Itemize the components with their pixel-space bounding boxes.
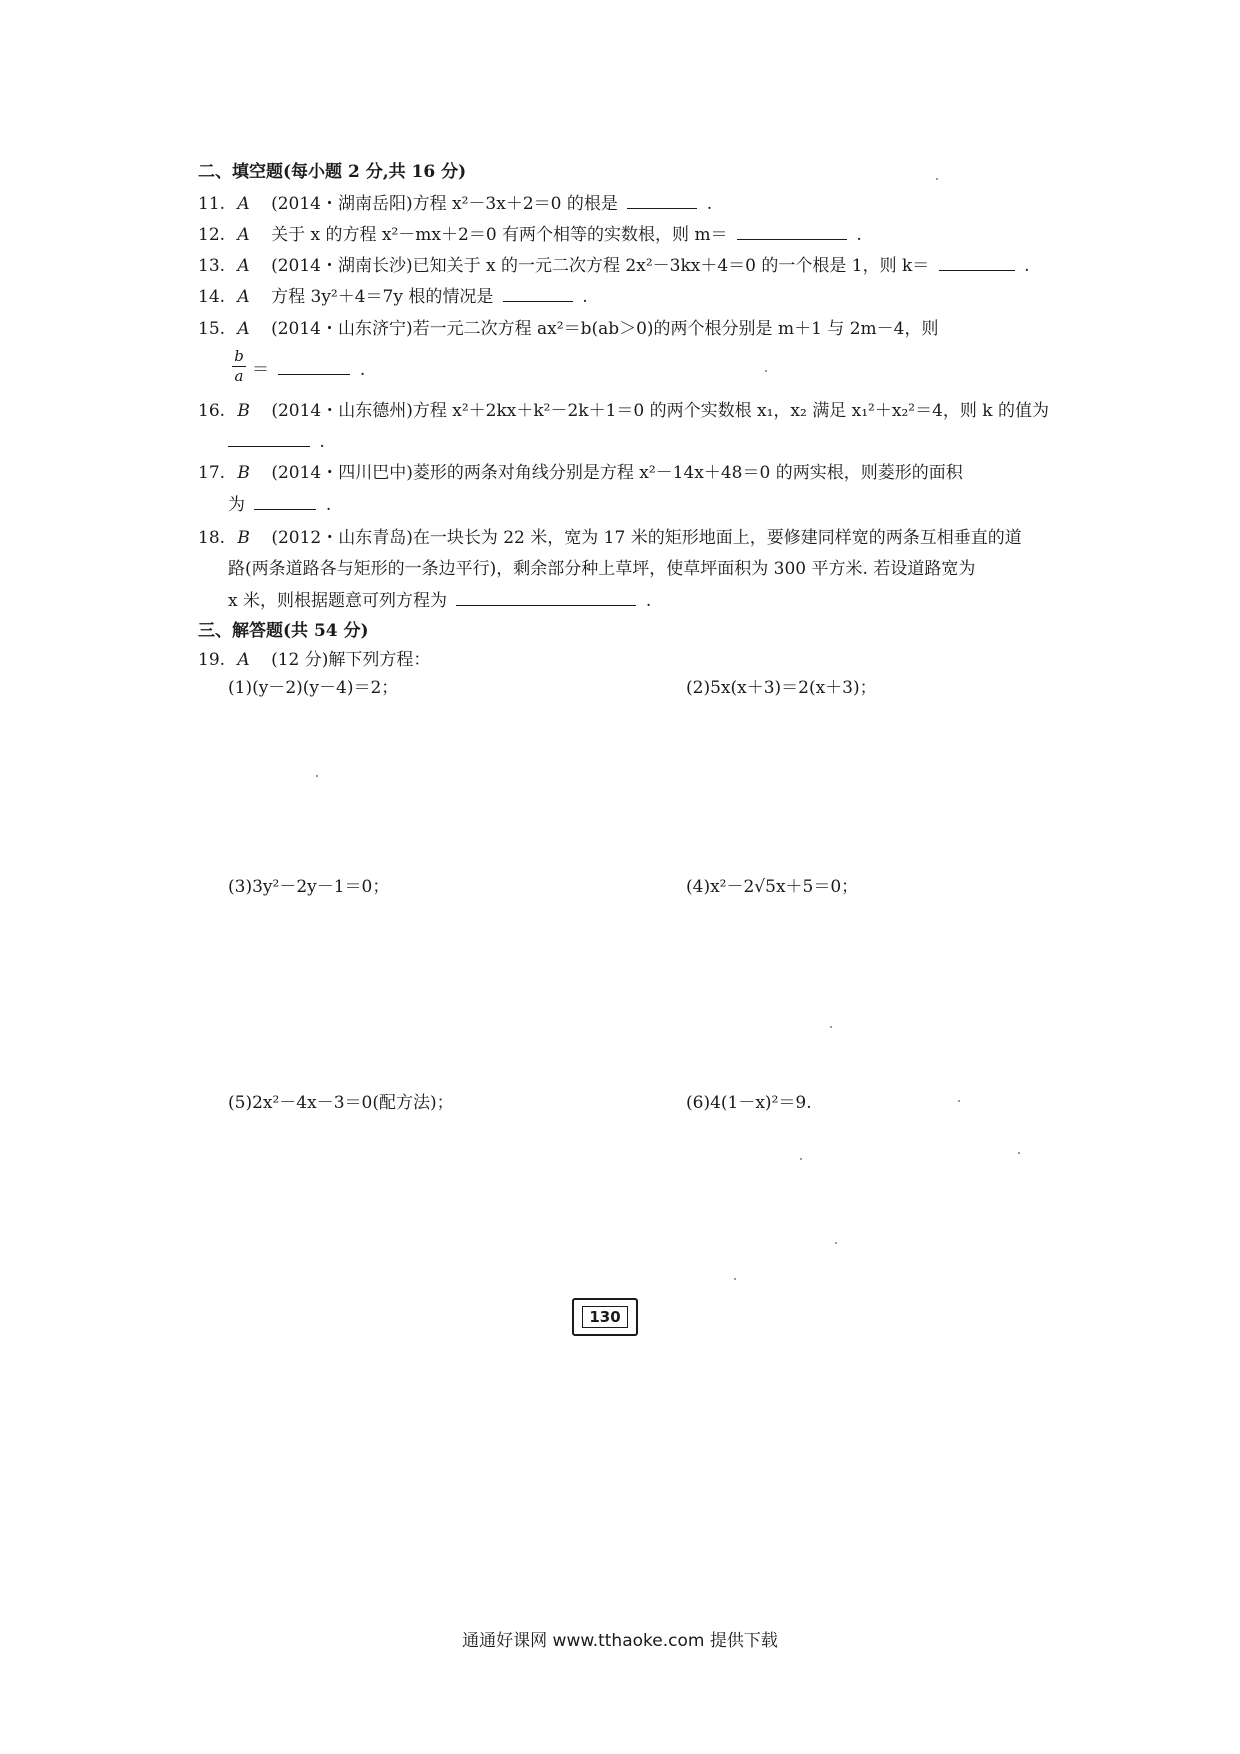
fraction-numerator: b bbox=[234, 347, 244, 365]
question-continuation: 为 bbox=[228, 495, 245, 515]
question-tail: . bbox=[359, 360, 366, 380]
difficulty-level: B bbox=[237, 401, 250, 421]
question-17-continuation bbox=[228, 493, 331, 516]
question-18-continuation-1: 路(两条道路各与矩形的一条边平行)，剩余部分种上草坪，使草坪面积为 300 平方米. 若设道路宽为 bbox=[228, 559, 976, 579]
scan-speck bbox=[835, 1242, 837, 1244]
question-text: (2014・山东济宁)若一元二次方程 ax²＝b(ab＞0)的两个根分别是 m＋1 与 2m－4，则 bbox=[271, 319, 939, 339]
question-14 bbox=[198, 285, 588, 308]
answer-blank[interactable] bbox=[456, 589, 636, 606]
question-12 bbox=[198, 223, 862, 246]
sub-question-6: (6)4(1－x)²＝9. bbox=[686, 1093, 812, 1113]
question-continuation: x 米，则根据题意可列方程为 bbox=[228, 591, 447, 611]
difficulty-level: A bbox=[237, 650, 250, 670]
fraction-b-over-a bbox=[232, 348, 246, 385]
scan-speck bbox=[958, 1100, 960, 1102]
scan-speck bbox=[734, 1278, 736, 1280]
question-tail: . bbox=[319, 432, 325, 452]
question-text: (2014・四川巴中)菱形的两条对角线分别是方程 x²－14x＋48＝0 的两实根，则菱形的面积 bbox=[271, 463, 963, 483]
question-number: 18. bbox=[198, 528, 226, 548]
question-continuation: ＝ bbox=[252, 360, 269, 380]
answer-blank[interactable] bbox=[737, 223, 847, 240]
answer-blank[interactable] bbox=[627, 192, 697, 209]
scan-speck bbox=[936, 178, 938, 180]
question-18-continuation-2 bbox=[228, 589, 651, 612]
question-number: 17. bbox=[198, 463, 226, 483]
question-17 bbox=[198, 462, 963, 484]
question-number: 13. bbox=[198, 256, 226, 276]
scan-speck bbox=[800, 1158, 802, 1160]
question-text: (2014・湖南长沙)已知关于 x 的一元二次方程 2x²－3kx＋4＝0 的一个根是 1，则 k＝ bbox=[271, 256, 930, 276]
question-number: 11. bbox=[198, 194, 226, 214]
question-tail: . bbox=[325, 495, 332, 515]
difficulty-level: A bbox=[237, 225, 250, 245]
difficulty-level: A bbox=[237, 319, 250, 339]
page-number-badge bbox=[572, 1298, 638, 1336]
footer-watermark: 通通好课网 www.tthaoke.com 提供下载 bbox=[462, 1631, 778, 1651]
answer-blank[interactable] bbox=[228, 430, 310, 447]
question-15-continuation bbox=[252, 358, 365, 381]
question-tail: . bbox=[856, 225, 862, 245]
question-tail: . bbox=[645, 591, 652, 611]
question-number: 16. bbox=[198, 401, 226, 421]
question-16-continuation bbox=[228, 430, 325, 453]
difficulty-level: A bbox=[237, 194, 250, 214]
question-text: (2014・山东德州)方程 x²＋2kx＋k²－2k＋1＝0 的两个实数根 x₁，x₂ 满足 x₁²＋x₂²＝4，则 k 的值为 bbox=[271, 401, 1049, 421]
answer-blank[interactable] bbox=[278, 358, 350, 375]
question-number: 15. bbox=[198, 319, 226, 339]
sub-question-5: (5)2x²－4x－3＝0(配方法)； bbox=[228, 1093, 454, 1113]
sub-question-2: (2)5x(x＋3)＝2(x＋3)； bbox=[686, 678, 877, 698]
difficulty-level: A bbox=[237, 287, 250, 307]
question-text: 关于 x 的方程 x²－mx＋2＝0 有两个相等的实数根，则 m＝ bbox=[271, 225, 728, 245]
scan-speck bbox=[765, 370, 767, 372]
answer-blank[interactable] bbox=[939, 254, 1015, 271]
question-16 bbox=[198, 400, 1049, 422]
question-11 bbox=[198, 192, 712, 215]
answer-blank[interactable] bbox=[254, 493, 316, 510]
question-text: 方程 3y²＋4＝7y 根的情况是 bbox=[271, 287, 494, 307]
page-number: 130 bbox=[582, 1306, 627, 1328]
scan-speck bbox=[1018, 1152, 1020, 1154]
question-text: (2012・山东青岛)在一块长为 22 米，宽为 17 米的矩形地面上，要修建同样宽的两条互相垂直的道 bbox=[271, 528, 1022, 548]
section-heading-solutions: 三、解答题(共 54 分) bbox=[198, 621, 369, 641]
question-15 bbox=[198, 318, 938, 340]
sub-question-4: (4)x²－2√5x＋5＝0； bbox=[686, 877, 859, 897]
section-heading-fill-in: 二、填空题(每小题 2 分,共 16 分) bbox=[198, 162, 467, 182]
question-13 bbox=[198, 254, 1030, 277]
sub-question-3: (3)3y²－2y－1＝0； bbox=[228, 877, 390, 897]
difficulty-level: B bbox=[237, 528, 250, 548]
question-text: (12 分)解下列方程： bbox=[271, 650, 431, 670]
difficulty-level: B bbox=[237, 463, 250, 483]
answer-blank[interactable] bbox=[503, 285, 573, 302]
question-number: 12. bbox=[198, 225, 226, 245]
question-18 bbox=[198, 527, 1022, 549]
question-number: 19. bbox=[198, 650, 226, 670]
scan-speck bbox=[316, 775, 318, 777]
question-text: (2014・湖南岳阳)方程 x²－3x＋2＝0 的根是 bbox=[271, 194, 618, 214]
question-19 bbox=[198, 649, 430, 671]
difficulty-level: A bbox=[237, 256, 250, 276]
fraction-denominator: a bbox=[234, 367, 244, 385]
question-tail: . bbox=[582, 287, 588, 307]
question-tail: . bbox=[1024, 256, 1030, 276]
sub-question-1: (1)(y－2)(y－4)＝2； bbox=[228, 678, 399, 698]
scan-speck bbox=[830, 1026, 832, 1028]
question-number: 14. bbox=[198, 287, 226, 307]
question-tail: . bbox=[706, 194, 713, 214]
